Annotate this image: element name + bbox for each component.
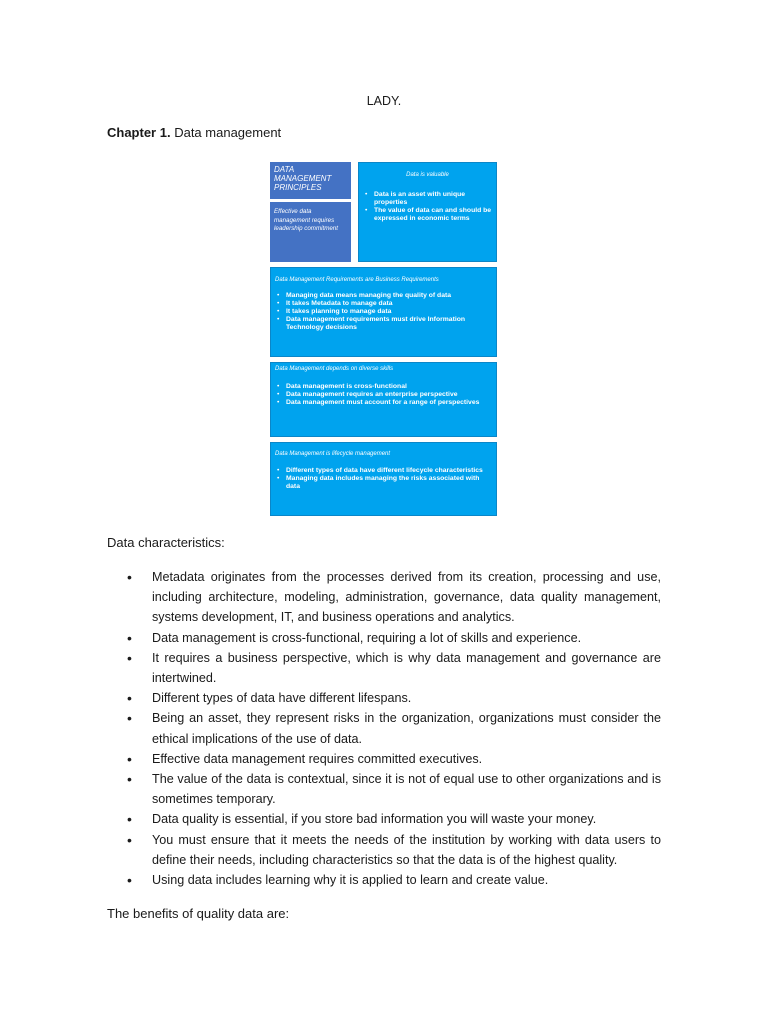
list-item: • It takes Metadata to manage data: [275, 300, 492, 308]
diverse-skills-box: [270, 362, 497, 437]
characteristics-list: [107, 567, 661, 890]
list-item: • Metadata originates from the processes derived from its creation, processing and use, including architecture, modeling, administration, governance, data quality management, systems development, IT, and business operations and analytics.: [127, 569, 661, 625]
data-management-principles-diagram: [270, 162, 497, 516]
principles-title-box: [270, 162, 351, 199]
data-valuable-list: [363, 191, 492, 223]
list-item: • Effective data management requires committed executives.: [107, 749, 661, 769]
business-requirements-title: Data Management Requirements are Business Requirements: [275, 277, 439, 283]
chapter-heading: [107, 125, 281, 140]
list-item: • Different types of data have different lifecycle characteristics: [275, 467, 492, 475]
diverse-skills-list: [275, 383, 492, 407]
list-item: • Data quality is essential, if you store bad information you will waste your money.: [107, 809, 661, 829]
bullet-icon: •: [127, 710, 132, 727]
list-item: • Data management is cross-functional, requiring a lot of skills and experience.: [107, 628, 661, 648]
leadership-box: [270, 202, 351, 262]
list-item: • Data management must account for a range of perspectives: [275, 399, 492, 407]
benefits-title: The benefits of quality data are:: [107, 906, 290, 921]
bullet-icon: •: [127, 831, 132, 848]
data-valuable-box: [358, 162, 497, 262]
lifecycle-title: Data Management is lifecycle management: [275, 451, 391, 457]
list-item: • Using data includes learning why it is applied to learn and create value.: [107, 870, 661, 890]
bullet-icon: •: [127, 569, 132, 585]
list-item: • The value of data can and should be expressed in economic terms: [363, 207, 492, 223]
data-valuable-title: Data is valuable: [406, 172, 449, 178]
chapter-title: Data management: [174, 125, 282, 140]
business-requirements-box: [270, 267, 497, 357]
bullet-icon: •: [127, 811, 132, 828]
business-requirements-list: [275, 292, 492, 332]
principles-title: DATA MANAGEMENT PRINCIPLES: [274, 165, 332, 192]
bullet-icon: •: [127, 872, 132, 889]
chapter-number: Chapter 1.: [107, 125, 171, 140]
page-header: LADY.: [366, 94, 402, 108]
list-item: • Managing data means managing the quality of data: [275, 292, 492, 300]
bullet-icon: •: [127, 690, 132, 707]
lifecycle-list: [275, 467, 492, 491]
list-item: • You must ensure that it meets the needs of the institution by working with data users to define their needs, including characteristics so that the data is of the highest quality.: [127, 831, 661, 867]
leadership-text: Effective data management requires leadership commitment: [274, 208, 338, 232]
list-item: • It takes planning to manage data: [275, 308, 492, 316]
list-item: • Data management requires an enterprise perspective: [275, 391, 492, 399]
diverse-skills-title: Data Management depends on diverse skills: [275, 366, 394, 372]
list-item: • Data is an asset with unique properties: [363, 191, 492, 207]
bullet-icon: •: [127, 771, 132, 788]
list-item: • Different types of data have different lifespans.: [107, 688, 661, 708]
characteristics-title: Data characteristics:: [107, 535, 225, 550]
list-item: • Being an asset, they represent risks in the organization, organizations must consider the ethical implications of the use of data.: [127, 710, 661, 746]
list-item: • Data management is cross-functional: [275, 383, 492, 391]
list-item: • It requires a business perspective, which is why data management and governance are intertwined.: [127, 649, 661, 686]
list-item: • Managing data includes managing the risks associated with data: [275, 475, 492, 491]
list-item: • The value of the data is contextual, since it is not of equal use to other organizations and is sometimes temporary.: [127, 771, 661, 807]
bullet-icon: •: [127, 649, 132, 666]
list-item: • Data management requirements must drive Information Technology decisions: [275, 316, 492, 332]
lifecycle-box: [270, 442, 497, 516]
bullet-icon: •: [127, 750, 132, 767]
bullet-icon: •: [127, 629, 132, 646]
